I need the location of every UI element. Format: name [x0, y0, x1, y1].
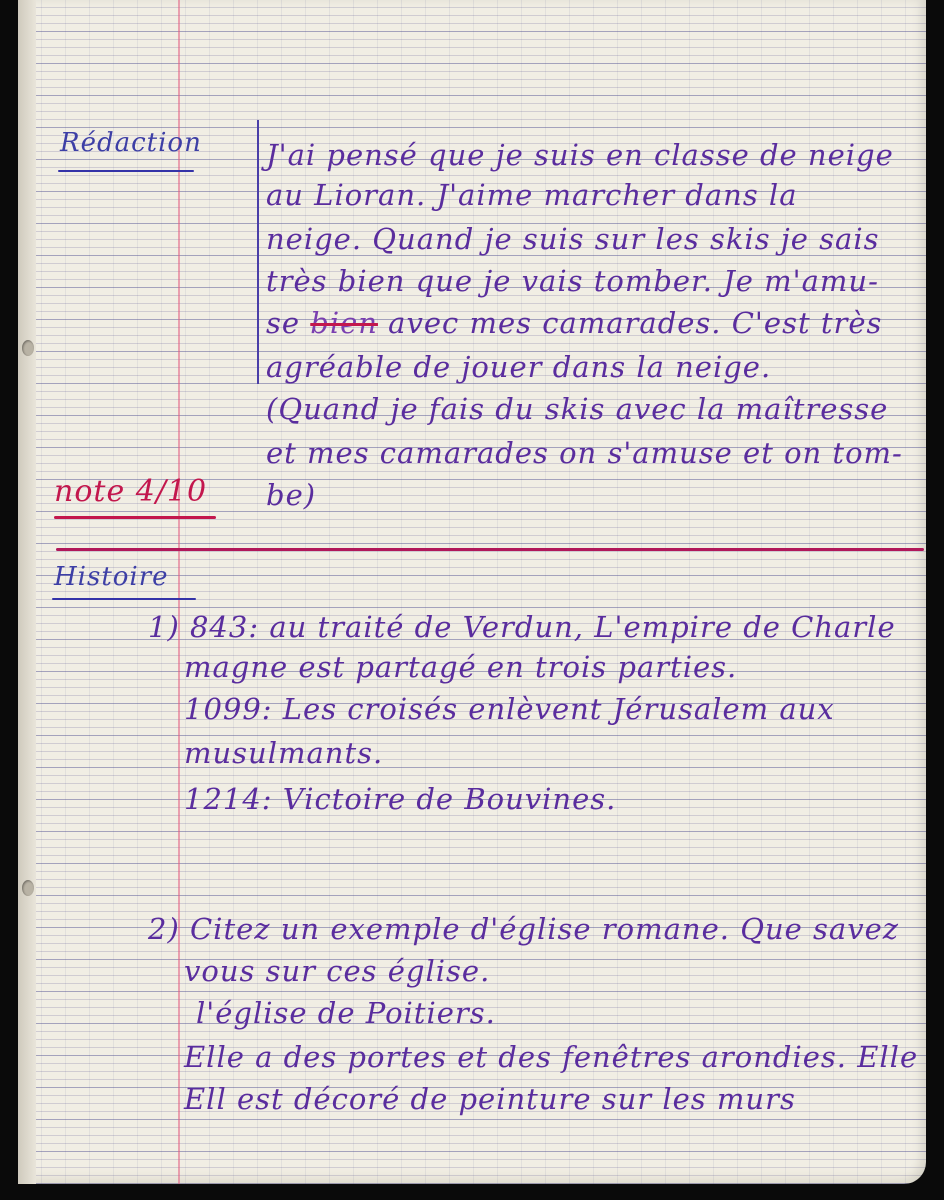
section-separator [56, 548, 924, 551]
grade: note 4/10 [54, 474, 208, 509]
binding-hole [22, 340, 34, 356]
histoire-q1-line-5: 1214: Victoire de Bouvines. [184, 782, 617, 816]
binding-hole [22, 880, 34, 896]
histoire-q1-line-2: magne est partagé en trois parties. [184, 650, 738, 684]
redaction-line-5-start: se [266, 306, 301, 340]
histoire-underline [52, 598, 196, 600]
histoire-label: Histoire [54, 562, 169, 592]
redaction-underline [58, 170, 194, 172]
redaction-line-5 [266, 306, 882, 340]
margin-line [178, 0, 180, 1184]
histoire-q1-line-3: 1099: Les croisés enlèvent Jérusalem aux [184, 692, 835, 726]
histoire-q2-line-3: l'église de Poitiers. [196, 996, 496, 1030]
redaction-line-9: be) [266, 478, 317, 512]
redaction-line-3: neige. Quand je suis sur les skis je sais [266, 222, 880, 256]
grade-underline [54, 516, 216, 519]
redaction-line-7: (Quand je fais du skis avec la maîtresse [266, 392, 889, 426]
redaction-line-6: agréable de jouer dans la neige. [266, 350, 772, 384]
notebook-page [18, 0, 926, 1184]
histoire-q2-line-4: Elle a des portes et des fenêtres arondies. Elle [184, 1040, 919, 1074]
redaction-line-4: très bien que je vais tomber. Je m'amu- [266, 264, 879, 298]
histoire-q2-line-1: 2) Citez un exemple d'église romane. Que savez [148, 912, 900, 946]
redaction-line-1: J'ai pensé que je suis en classe de neige [266, 138, 894, 172]
redaction-line-8: et mes camarades on s'amuse et on tom- [266, 436, 903, 470]
histoire-q2-line-2: vous sur ces église. [184, 954, 491, 988]
histoire-q1-line-1: 1) 843: au traité de Verdun, L'empire de Charle [148, 610, 896, 644]
redaction-bracket [257, 120, 259, 384]
histoire-q1-line-4: musulmants. [184, 736, 384, 770]
redaction-line-5-end: avec mes camarades. C'est très [388, 306, 883, 340]
struck-word: bien [310, 306, 378, 340]
redaction-label: Rédaction [60, 128, 202, 158]
histoire-q2-line-5: Ell est décoré de peinture sur les murs [184, 1082, 796, 1116]
redaction-line-2: au Lioran. J'aime marcher dans la [266, 178, 798, 212]
